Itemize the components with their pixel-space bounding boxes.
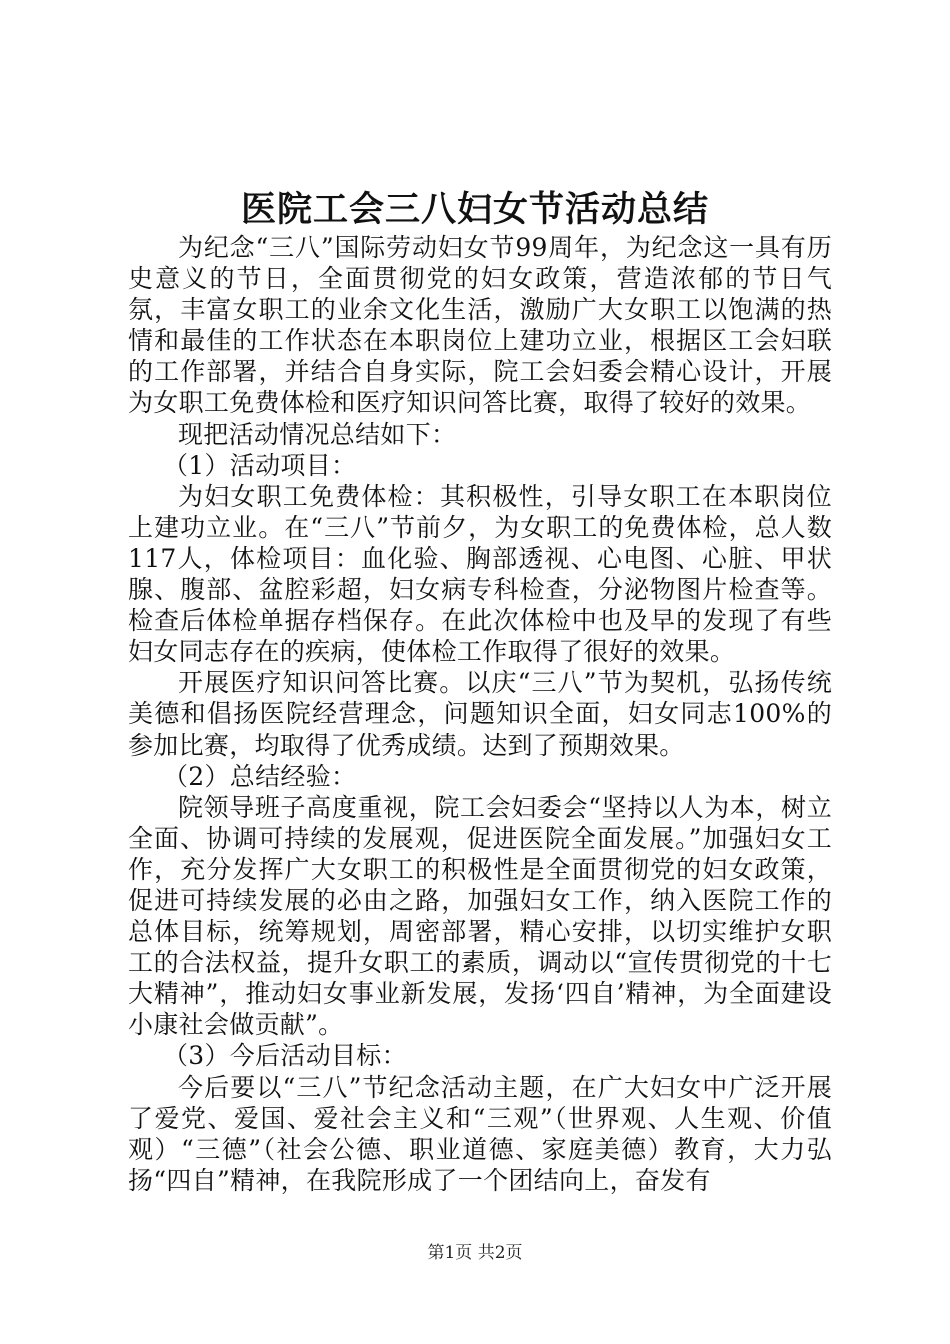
- paragraph-experience: 院领导班子高度重视，院工会妇委会“坚持以人为本，树立全面、协调可持续的发展观，促进医院全面发展。”加强妇女工作，充分发挥广大女职工的积极性是全面贯彻党的妇女政策，促进可持续发展的必由之路，加强妇女工作，纳入医院工作的总体目标，统筹规划，周密部署，精心安排，以切实维护女职工的合法权益，提升女职工的素质，调动以“宣传贯彻党的十七大精神”，推动妇女事业新发展，发扬‘四自’精神，为全面建设小康社会做贡献”。: [128, 792, 832, 1040]
- paragraph-future-goals: 今后要以“三八”节纪念活动主题，在广大妇女中广泛开展了爱党、爱国、爱社会主义和“三观”（世界观、人生观、价值观）“三德”（社会公德、职业道德、家庭美德）教育，大力弘扬“四自”精神，在我院形成了一个团结向上，奋发有: [128, 1072, 832, 1195]
- section-heading-activities: （1）活动项目：: [163, 450, 357, 480]
- paragraph-intro: 为纪念“三八”国际劳动妇女节99周年，为纪念这一具有历史意义的节日，全面贯彻党的妇女政策，营造浓郁的节日气氛，丰富女职工的业余文化生活，激励广大女职工以饱满的热情和最佳的工作状态在本职岗位上建功立业，根据区工会妇联的工作部署，并结合自身实际，院工会妇委会精心设计，开展为女职工免费体检和医疗知识问答比赛，取得了较好的效果。: [128, 233, 832, 418]
- document-title: 医院工会三八妇女节活动总结: [240, 189, 709, 230]
- page-footer: 第1页 共2页: [427, 1243, 523, 1263]
- document-body: [128, 232, 832, 1196]
- section-heading-experience: （2）总结经验：: [163, 761, 357, 791]
- section-heading-future-goals: （3）今后活动目标：: [163, 1041, 407, 1071]
- paragraph-summary-lead: 现把活动情况总结如下：: [178, 419, 457, 449]
- paragraph-quiz-contest: 开展医疗知识问答比赛。以庆“三八”节为契机，弘扬传统美德和倡扬医院经营理念，问题知识全面，妇女同志100%的参加比赛，均取得了优秀成绩。达到了预期效果。: [128, 668, 832, 760]
- paragraph-health-check: 为妇女职工免费体检：其积极性，引导女职工在本职岗位上建功立业。在“三八”节前夕，为女职工的免费体检，总人数117人，体检项目：血化验、胸部透视、心电图、心脏、甲状腺、腹部、盆腔彩超，妇女病专科检查，分泌物图片检查等。检查后体检单据存档保存。在此次体检中也及早的发现了有些妇女同志存在的疾病，使体检工作取得了很好的效果。: [128, 481, 832, 667]
